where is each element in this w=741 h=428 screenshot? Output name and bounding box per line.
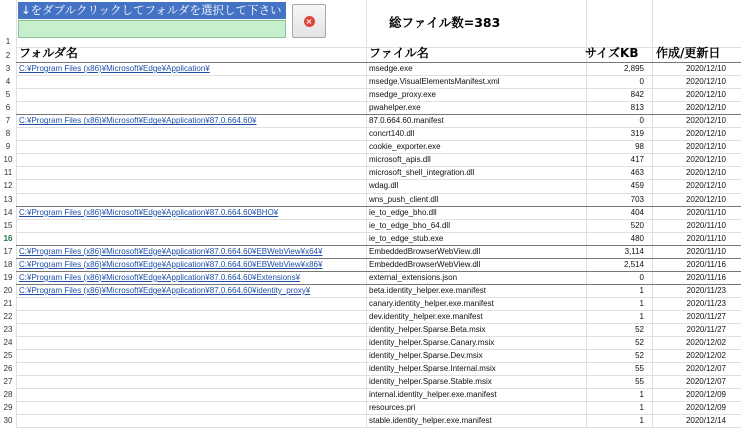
file-name-cell: EmbeddedBrowserWebView.dll [369, 259, 481, 269]
file-date-cell: 2020/11/10 [686, 246, 726, 256]
folder-link[interactable]: C:¥Program Files (x86)¥Microsoft¥Edge¥Application¥87.0.664.60¥EBWebView¥x86¥ [19, 259, 323, 269]
file-name-cell: external_extensions.json [369, 272, 458, 282]
file-date-cell: 2020/11/16 [686, 272, 726, 282]
file-date-cell: 2020/12/09 [685, 390, 726, 400]
instruction-banner: ↓をダブルクリックしてフォルダを選択して下さい [18, 2, 286, 19]
file-date-cell: 2020/11/27 [686, 311, 726, 321]
file-name-cell: wns_push_client.dll [369, 194, 439, 204]
file-name-cell: internal.identity_helper.exe.manifest [369, 390, 497, 400]
row-number[interactable]: 5 [5, 90, 11, 100]
file-date-cell: 2020/12/10 [685, 77, 726, 87]
row-number[interactable]: 18 [3, 259, 13, 269]
row-number[interactable]: 22 [3, 311, 13, 321]
clear-button[interactable] [292, 4, 326, 38]
file-date-cell: 2020/11/10 [686, 207, 726, 217]
row-number[interactable]: 15 [3, 220, 13, 230]
file-name-cell: msedge_proxy.exe [369, 90, 436, 100]
file-name-cell: ie_to_edge_bho.dll [369, 207, 437, 217]
file-size-cell: 703 [630, 194, 644, 204]
folder-link[interactable]: C:¥Program Files (x86)¥Microsoft¥Edge¥Application¥87.0.664.60¥identity_proxy¥ [19, 285, 311, 295]
file-name-cell: pwahelper.exe [369, 103, 421, 113]
row-number[interactable]: 20 [3, 285, 13, 295]
file-date-cell: 2020/12/09 [685, 403, 726, 413]
file-name-cell: identity_helper.Sparse.Internal.msix [369, 364, 496, 374]
folder-link[interactable]: C:¥Program Files (x86)¥Microsoft¥Edge¥Application¥87.0.664.60¥Extensions¥ [19, 272, 301, 282]
column-header-date: 作成/更新日 [656, 46, 721, 60]
file-size-cell: 52 [635, 338, 644, 348]
row-number[interactable]: 17 [3, 246, 13, 256]
row-number[interactable]: 10 [3, 155, 13, 165]
file-size-cell: 1 [639, 285, 644, 295]
file-size-cell: 319 [630, 129, 644, 139]
file-date-cell: 2020/11/27 [686, 325, 726, 334]
file-date-cell: 2020/12/10 [685, 181, 726, 191]
file-name-cell: stable.identity_helper.exe.manifest [369, 416, 492, 426]
column-header-file: ファイル名 [369, 46, 429, 60]
file-name-cell: microsoft_apis.dll [369, 155, 431, 165]
file-size-cell: 0 [639, 272, 644, 282]
clear-icon: × [304, 16, 315, 27]
file-name-cell: 87.0.664.60.manifest [369, 116, 444, 126]
file-name-cell: dev.identity_helper.exe.manifest [369, 311, 483, 321]
file-date-cell: 2020/12/10 [685, 103, 726, 113]
row-number[interactable]: 25 [3, 351, 13, 361]
file-size-cell: 55 [635, 364, 644, 374]
file-size-cell: 52 [635, 325, 644, 334]
file-size-cell: 52 [635, 351, 644, 361]
row-number[interactable]: 4 [5, 77, 11, 87]
file-size-cell: 520 [630, 220, 644, 230]
row-number[interactable]: 23 [3, 325, 13, 334]
row-number[interactable]: 3 [5, 64, 11, 73]
file-name-cell: msedge.exe [369, 64, 413, 73]
row-number[interactable]: 16 [3, 233, 13, 243]
file-size-cell: 2,895 [623, 64, 644, 73]
column-header-size: サイズKB [585, 46, 639, 60]
file-name-cell: EmbeddedBrowserWebView.dll [369, 246, 481, 256]
row-number[interactable]: 9 [5, 142, 11, 152]
file-size-cell: 417 [630, 155, 644, 165]
row-number[interactable]: 6 [5, 103, 11, 113]
file-date-cell: 2020/12/02 [685, 351, 726, 361]
file-size-cell: 463 [630, 168, 644, 178]
row-number[interactable]: 24 [3, 338, 13, 348]
file-size-cell: 1 [639, 298, 644, 308]
total-file-count: 総ファイル数=383 [389, 15, 501, 30]
file-size-cell: 1 [639, 390, 644, 400]
folder-link[interactable]: C:¥Program Files (x86)¥Microsoft¥Edge¥Application¥87.0.664.60¥ [19, 116, 257, 126]
folder-link[interactable]: C:¥Program Files (x86)¥Microsoft¥Edge¥Application¥ [19, 64, 210, 73]
file-size-cell: 842 [630, 90, 644, 100]
file-date-cell: 2020/12/10 [685, 64, 726, 73]
row-number[interactable]: 30 [3, 416, 13, 426]
file-date-cell: 2020/12/10 [685, 194, 726, 204]
file-name-cell: microsoft_shell_integration.dll [369, 168, 475, 178]
row-number[interactable]: 27 [3, 377, 13, 387]
row-number[interactable]: 8 [5, 129, 11, 139]
file-date-cell: 2020/12/10 [685, 155, 726, 165]
file-name-cell: identity_helper.Sparse.Canary.msix [369, 338, 495, 348]
row-number[interactable]: 14 [3, 207, 13, 217]
column-header-folder: フォルダ名 [19, 46, 78, 60]
file-date-cell: 2020/12/10 [685, 168, 726, 178]
folder-select-cell[interactable] [18, 20, 286, 38]
file-name-cell: ie_to_edge_stub.exe [369, 233, 444, 243]
file-name-cell: wdag.dll [369, 181, 399, 191]
row-number[interactable]: 1 [5, 37, 11, 46]
row-number[interactable]: 28 [3, 390, 13, 400]
file-size-cell: 0 [639, 116, 644, 126]
file-name-cell: msedge.VisualElementsManifest.xml [369, 77, 500, 87]
file-date-cell: 2020/11/23 [686, 298, 726, 308]
file-name-cell: identity_helper.Sparse.Beta.msix [369, 325, 486, 334]
row-number[interactable]: 13 [3, 194, 13, 204]
file-date-cell: 2020/11/10 [686, 233, 726, 243]
file-date-cell: 2020/12/07 [685, 364, 726, 374]
row-number[interactable]: 26 [3, 364, 13, 374]
file-size-cell: 1 [639, 416, 644, 426]
folder-link[interactable]: C:¥Program Files (x86)¥Microsoft¥Edge¥Application¥87.0.664.60¥EBWebView¥x64¥ [19, 246, 323, 256]
folder-link[interactable]: C:¥Program Files (x86)¥Microsoft¥Edge¥Application¥87.0.664.60¥BHO¥ [19, 207, 279, 217]
file-name-cell: resources.pri [369, 403, 416, 413]
file-size-cell: 480 [630, 233, 644, 243]
file-size-cell: 98 [635, 142, 644, 152]
file-size-cell: 404 [630, 207, 644, 217]
file-name-cell: beta.identity_helper.exe.manifest [369, 285, 486, 295]
file-name-cell: identity_helper.Sparse.Dev.msix [369, 351, 483, 361]
file-date-cell: 2020/12/10 [685, 90, 726, 100]
file-size-cell: 459 [630, 181, 644, 191]
file-size-cell: 3,114 [624, 246, 644, 256]
file-size-cell: 2,514 [623, 259, 644, 269]
file-date-cell: 2020/12/14 [685, 416, 726, 426]
file-date-cell: 2020/12/07 [685, 377, 726, 387]
file-name-cell: cookie_exporter.exe [369, 142, 441, 152]
file-size-cell: 813 [630, 103, 644, 113]
file-size-cell: 1 [639, 403, 644, 413]
file-date-cell: 2020/11/16 [686, 259, 726, 269]
row-number[interactable]: 7 [5, 116, 11, 126]
row-number[interactable]: 19 [3, 272, 13, 282]
file-date-cell: 2020/12/10 [685, 129, 726, 139]
file-size-cell: 0 [639, 77, 644, 87]
file-date-cell: 2020/12/02 [685, 338, 726, 348]
file-name-cell: concrt140.dll [369, 129, 415, 139]
row-number[interactable]: 11 [3, 168, 13, 178]
file-size-cell: 55 [635, 377, 644, 387]
row-number[interactable]: 12 [3, 181, 13, 191]
file-date-cell: 2020/12/10 [685, 142, 726, 152]
file-date-cell: 2020/12/10 [685, 116, 726, 126]
row-number[interactable]: 29 [3, 403, 13, 413]
row-number[interactable]: 2 [5, 51, 11, 60]
file-name-cell: canary.identity_helper.exe.manifest [369, 298, 494, 308]
file-date-cell: 2020/11/10 [686, 220, 726, 230]
row-number[interactable]: 21 [3, 298, 13, 308]
file-name-cell: identity_helper.Sparse.Stable.msix [369, 377, 492, 387]
file-name-cell: ie_to_edge_bho_64.dll [369, 220, 450, 230]
file-size-cell: 1 [639, 311, 644, 321]
file-date-cell: 2020/11/23 [686, 285, 726, 295]
